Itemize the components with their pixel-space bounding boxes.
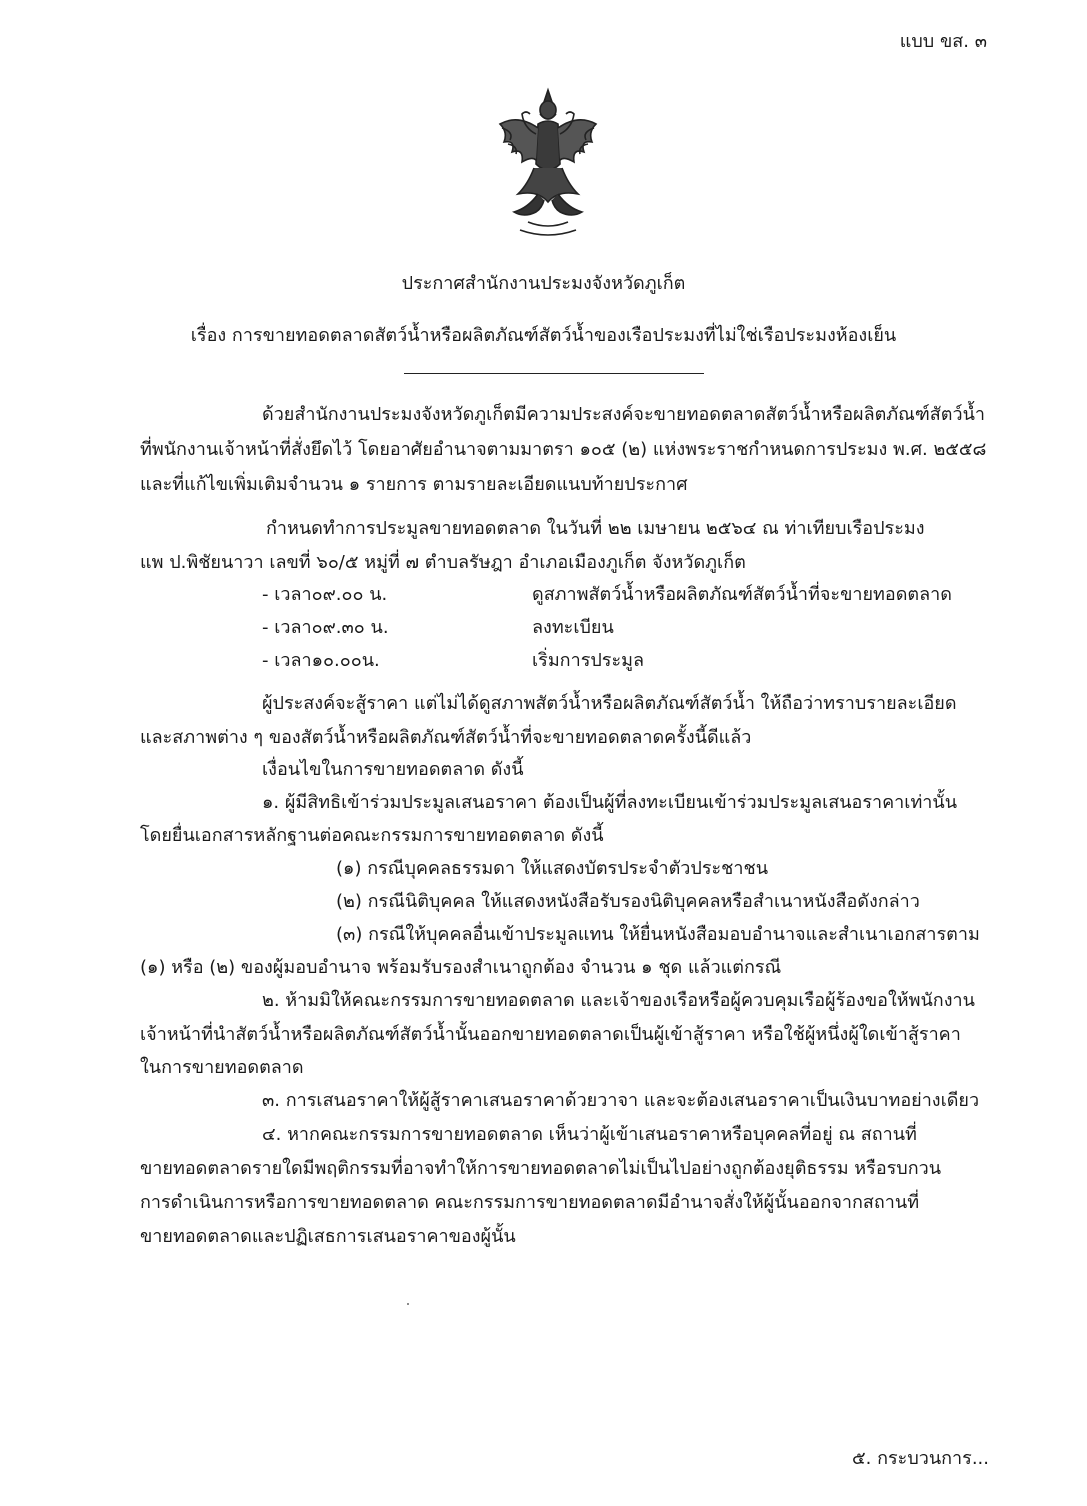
- title-divider: [404, 373, 704, 374]
- condition-2-line: ในการขายทอดตลาด: [140, 1057, 304, 1078]
- schedule-time: - เวลา๐๙.๓๐ น.: [262, 617, 389, 638]
- next-page-reference: ๕. กระบวนการ...: [852, 1448, 989, 1469]
- para3-line: ผู้ประสงค์จะสู้ราคา แต่ไม่ได้ดูสภาพสัตว์น้ำหรือผลิตภัณฑ์สัตว์น้ำ ให้ถือว่าทราบรายละเอียด: [262, 693, 957, 714]
- condition-1-line: โดยยื่นเอกสารหลักฐานต่อคณะกรรมการขายทอดตลาด ดังนี้: [140, 825, 604, 846]
- announcement-title: ประกาศสำนักงานประมงจังหวัดภูเก็ต: [401, 273, 686, 294]
- condition-4-line: ๔. หากคณะกรรมการขายทอดตลาด เห็นว่าผู้เข้าเสนอราคาหรือบุคคลที่อยู่ ณ สถานที่: [262, 1124, 917, 1145]
- condition-1-line: ๑. ผู้มีสิทธิเข้าร่วมประมูลเสนอราคา ต้องเป็นผู้ที่ลงทะเบียนเข้าร่วมประมูลเสนอราคาเท่านั้น: [262, 792, 958, 813]
- condition-4-line: การดำเนินการหรือการขายทอดตลาด คณะกรรมการขายทอดตลาดมีอำนาจสั่งให้ผู้นั้นออกจากสถานที่: [140, 1192, 920, 1213]
- condition-2-line: ๒. ห้ามมิให้คณะกรรมการขายทอดตลาด และเจ้าของเรือหรือผู้ควบคุมเรือผู้ร้องขอให้พนักงาน: [262, 990, 975, 1011]
- schedule-time: - เวลา๑๐.๐๐น.: [262, 650, 380, 671]
- conditions-heading: เงื่อนไขในการขายทอดตลาด ดังนี้: [262, 759, 524, 780]
- condition-4-line: ขายทอดตลาดและปฏิเสธการเสนอราคาของผู้นั้น: [140, 1226, 516, 1247]
- garuda-emblem-icon: [488, 84, 608, 244]
- para1-line: และที่แก้ไขเพิ่มเติมจำนวน ๑ รายการ ตามรายละเอียดแนบท้ายประกาศ: [140, 474, 688, 495]
- announcement-subject: เรื่อง การขายทอดตลาดสัตว์น้ำหรือผลิตภัณฑ์สัตว์น้ำของเรือประมงที่ไม่ใช่เรือประมงห้องเย็น: [190, 325, 897, 346]
- condition-2-line: เจ้าหน้าที่นำสัตว์น้ำหรือผลิตภัณฑ์สัตว์น้ำนั้นออกขายทอดตลาดเป็นผู้เข้าสู้ราคา หรือใช้ผู้หนึ่งผู้ใดเข้าสู้ราคา: [140, 1024, 961, 1045]
- scan-speck: [407, 1303, 409, 1305]
- schedule-desc: ดูสภาพสัตว์น้ำหรือผลิตภัณฑ์สัตว์น้ำที่จะขายทอดตลาด: [532, 584, 952, 605]
- condition-1-item: (๒) กรณีนิติบุคคล ให้แสดงหนังสือรับรองนิติบุคคลหรือสำเนาหนังสือดังกล่าว: [336, 891, 920, 912]
- form-code: แบบ ขส. ๓: [899, 31, 987, 52]
- para1-line: ที่พนักงานเจ้าหน้าที่สั่งยึดไว้ โดยอาศัยอำนาจตามมาตรา ๑๐๕ (๒) แห่งพระราชกำหนดการประมง พ.ศ. ๒๕๕๘: [140, 439, 987, 460]
- para1-line: ด้วยสำนักงานประมงจังหวัดภูเก็ตมีความประสงค์จะขายทอดตลาดสัตว์น้ำหรือผลิตภัณฑ์สัตว์น้ำ: [262, 404, 985, 425]
- condition-1-item: (๑) หรือ (๒) ของผู้มอบอำนาจ พร้อมรับรองสำเนาถูกต้อง จำนวน ๑ ชุด แล้วแต่กรณี: [140, 957, 782, 978]
- para2-line: กำหนดทำการประมูลขายทอดตลาด ในวันที่ ๒๒ เมษายน ๒๕๖๔ ณ ท่าเทียบเรือประมง: [266, 518, 925, 539]
- schedule-time: - เวลา๐๙.๐๐ น.: [262, 584, 388, 605]
- schedule-desc: ลงทะเบียน: [532, 617, 614, 638]
- condition-1-item: (๓) กรณีให้บุคคลอื่นเข้าประมูลแทน ให้ยื่นหนังสือมอบอำนาจและสำเนาเอกสารตาม: [336, 924, 980, 945]
- schedule-desc: เริ่มการประมูล: [532, 650, 645, 671]
- para3-line: และสภาพต่าง ๆ ของสัตว์น้ำหรือผลิตภัณฑ์สัตว์น้ำที่จะขายทอดตลาดครั้งนี้ดีแล้ว: [140, 727, 752, 748]
- para2-line: แพ ป.พิชัยนาวา เลขที่ ๖๐/๕ หมู่ที่ ๗ ตำบลรัษฎา อำเภอเมืองภูเก็ต จังหวัดภูเก็ต: [140, 552, 746, 573]
- condition-1-item: (๑) กรณีบุคคลธรรมดา ให้แสดงบัตรประจำตัวประชาชน: [336, 858, 769, 879]
- condition-3-line: ๓. การเสนอราคาให้ผู้สู้ราคาเสนอราคาด้วยวาจา และจะต้องเสนอราคาเป็นเงินบาทอย่างเดียว: [262, 1090, 980, 1111]
- condition-4-line: ขายทอดตลาดรายใดมีพฤติกรรมที่อาจทำให้การขายทอดตลาดไม่เป็นไปอย่างถูกต้องยุติธรรม หรือรบกวน: [140, 1158, 942, 1179]
